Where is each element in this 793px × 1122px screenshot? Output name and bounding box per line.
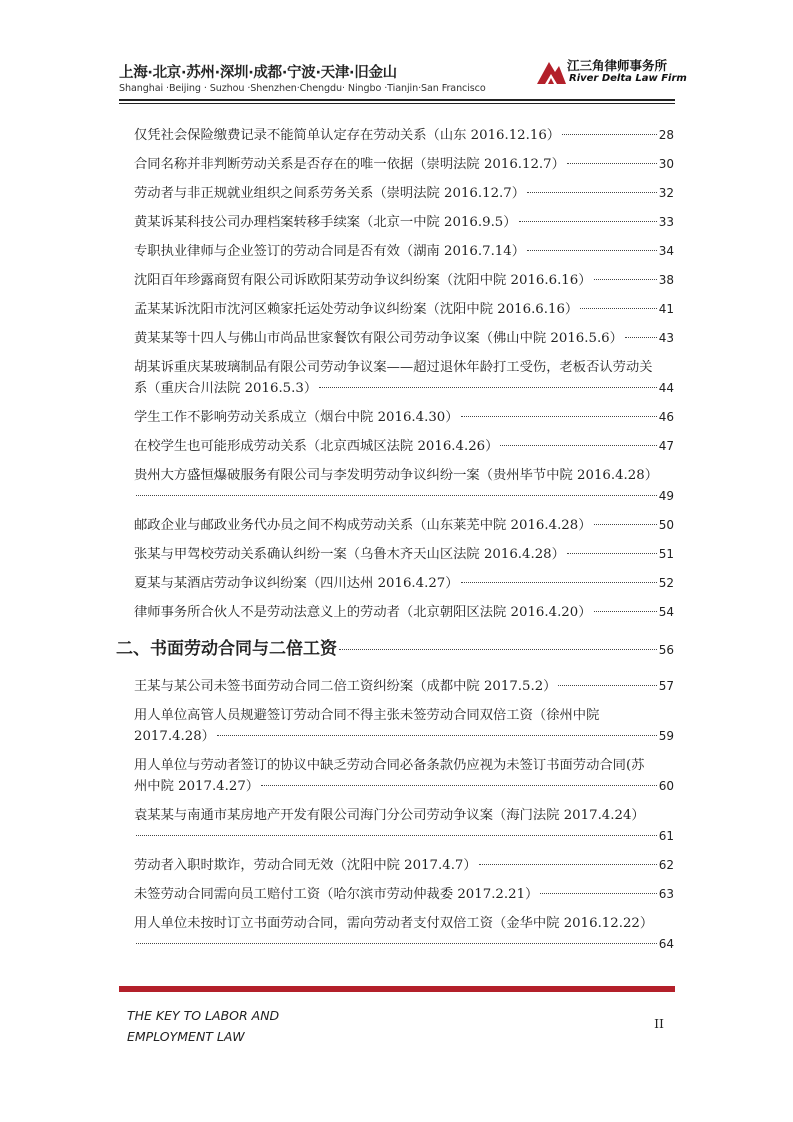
toc-entry[interactable] xyxy=(134,465,674,507)
leader-dots xyxy=(461,416,657,417)
leader-dots xyxy=(217,735,657,736)
toc-entry-title: 未签劳动合同需向员工赔付工资（哈尔滨市劳动仲裁委 2017.2.21） xyxy=(134,887,539,902)
toc-entry-page: 51 xyxy=(658,547,674,561)
office-cities-chinese: 上海·北京·苏州·深圳·成都·宁波·天津·旧金山 xyxy=(119,65,397,81)
toc-entry-title-line1: 袁某某与南通市某房地产开发有限公司海门分公司劳动争议案（海门法院 2017.4.24） xyxy=(134,808,645,823)
toc-entry-page: 41 xyxy=(658,302,674,316)
toc-entry[interactable] xyxy=(134,328,674,349)
toc-entry-title: 专职执业律师与企业签订的劳动合同是否有效（湖南 2016.7.14） xyxy=(134,244,526,259)
leader-dots xyxy=(136,835,657,836)
toc-entry-page: 38 xyxy=(658,273,674,287)
toc-group-written-contract xyxy=(134,676,674,955)
toc-entry-page: 50 xyxy=(658,518,674,532)
firm-name-chinese: 江三角律师事务所 xyxy=(567,58,668,73)
section-title: 二、书面劳动合同与二倍工资 xyxy=(116,639,337,659)
toc-entry-page: 30 xyxy=(658,157,674,171)
toc-entry-title: 学生工作不影响劳动关系成立（烟台中院 2016.4.30） xyxy=(134,410,459,425)
leader-dots xyxy=(500,445,656,446)
toc-entry-title: 沈阳百年珍露商贸有限公司诉欧阳某劳动争议纠纷案（沈阳中院 2016.6.16） xyxy=(134,273,592,288)
toc-entry-page: 28 xyxy=(658,128,674,142)
toc-entry-page: 54 xyxy=(658,605,674,619)
leader-dots xyxy=(519,221,657,222)
toc-entry-page: 47 xyxy=(658,439,674,453)
toc-entry-page: 32 xyxy=(658,186,674,200)
toc-entry[interactable] xyxy=(134,884,674,905)
toc-entry[interactable] xyxy=(134,270,674,291)
toc-entry-title: 孟某某诉沈阳市沈河区赖家托运处劳动争议纠纷案（沈阳中院 2016.6.16） xyxy=(134,302,579,317)
toc-entry-page: 33 xyxy=(658,215,674,229)
toc-entry[interactable] xyxy=(134,855,674,876)
leader-dots xyxy=(261,785,657,786)
leader-dots xyxy=(562,134,657,135)
toc-entry-title: 合同名称并非判断劳动关系是否存在的唯一依据（崇明法院 2016.12.7） xyxy=(134,157,565,172)
toc-entry-title: 州中院 2017.4.27） xyxy=(134,779,260,794)
leader-dots xyxy=(567,553,657,554)
leader-dots xyxy=(461,582,657,583)
toc-entry-title: 系（重庆合川法院 2016.5.3） xyxy=(134,381,318,396)
toc-entry-page: 44 xyxy=(658,381,674,395)
toc-entry[interactable] xyxy=(134,602,674,623)
toc-section-heading[interactable] xyxy=(116,635,674,664)
toc-entry-page: 64 xyxy=(658,937,674,951)
toc-entry[interactable] xyxy=(134,573,674,594)
toc-entry-title: 在校学生也可能形成劳动关系（北京西城区法院 2016.4.26） xyxy=(134,439,499,454)
header-rule-thin xyxy=(119,103,675,104)
toc-entry[interactable] xyxy=(134,183,674,204)
toc-entry-page: 49 xyxy=(658,489,674,503)
toc-entry-page: 63 xyxy=(658,887,674,901)
toc-entry[interactable] xyxy=(134,357,674,399)
toc-entry[interactable] xyxy=(134,125,674,146)
toc-entry-title: 律师事务所合伙人不是劳动法意义上的劳动者（北京朝阳区法院 2016.4.20） xyxy=(134,605,592,620)
toc-entry-title: 夏某与某酒店劳动争议纠纷案（四川达州 2016.4.27） xyxy=(134,576,459,591)
toc-entry-page: 34 xyxy=(658,244,674,258)
toc-entry-page: 59 xyxy=(658,729,674,743)
footer-title-line1: THE KEY TO LABOR AND xyxy=(127,1008,280,1023)
leader-dots xyxy=(540,893,656,894)
toc-entry[interactable] xyxy=(134,705,674,747)
toc-entry[interactable] xyxy=(134,436,674,457)
toc-entry-title: 邮政企业与邮政业务代办员之间不构成劳动关系（山东莱芜中院 2016.4.28） xyxy=(134,518,592,533)
leader-dots xyxy=(558,685,656,686)
page-number: II xyxy=(654,1016,664,1031)
leader-dots xyxy=(527,192,657,193)
toc-entry[interactable] xyxy=(134,241,674,262)
toc-entry-page: 52 xyxy=(658,576,674,590)
toc-entry-title-line1: 胡某诉重庆某玻璃制品有限公司劳动争议案——超过退休年龄打工受伤，老板否认劳动关 xyxy=(134,360,653,375)
firm-logo xyxy=(535,52,687,92)
leader-dots xyxy=(136,943,657,944)
toc-entry-page: 60 xyxy=(658,779,674,793)
toc-entry-page: 43 xyxy=(658,331,674,345)
toc-entry-page: 57 xyxy=(658,679,674,693)
leader-dots xyxy=(527,250,657,251)
header-rule-thick xyxy=(119,99,675,101)
toc-entry-title: 黄某诉某科技公司办理档案转移手续案（北京一中院 2016.9.5） xyxy=(134,215,517,230)
toc-entry-title: 王某与某公司未签书面劳动合同二倍工资纠纷案（成都中院 2017.5.2） xyxy=(134,679,557,694)
toc-entry[interactable] xyxy=(134,407,674,428)
leader-dots xyxy=(479,864,657,865)
footer-title-line2: EMPLOYMENT LAW xyxy=(127,1029,245,1044)
toc-entry-page: 61 xyxy=(658,829,674,843)
firm-name-english: River Delta Law Firm xyxy=(569,73,687,84)
toc-entry-title: 黄某某等十四人与佛山市尚品世家餐饮有限公司劳动争议案（佛山中院 2016.5.6） xyxy=(134,331,623,346)
toc-entry-title: 劳动者入职时欺诈，劳动合同无效（沈阳中院 2017.4.7） xyxy=(134,858,477,873)
leader-dots xyxy=(594,611,657,612)
table-of-contents xyxy=(116,125,674,963)
toc-entry-title: 仅凭社会保险缴费记录不能简单认定存在劳动关系（山东 2016.12.16） xyxy=(134,128,561,143)
toc-entry-title: 劳动者与非正规就业组织之间系劳务关系（崇明法院 2016.12.7） xyxy=(134,186,526,201)
toc-entry[interactable] xyxy=(134,544,674,565)
toc-entry-title-line1: 用人单位未按时订立书面劳动合同，需向劳动者支付双倍工资（金华中院 2016.12.22） xyxy=(134,916,654,931)
footer-rule xyxy=(119,986,675,992)
toc-entry[interactable] xyxy=(134,299,674,320)
toc-entry[interactable] xyxy=(134,805,674,847)
toc-entry[interactable] xyxy=(134,676,674,697)
toc-entry[interactable] xyxy=(134,913,674,955)
toc-entry-title-line1: 用人单位与劳动者签订的协议中缺乏劳动合同必备条款仍应视为未签订书面劳动合同(苏 xyxy=(134,758,645,773)
toc-entry-title: 2017.4.28） xyxy=(134,729,215,744)
leader-dots xyxy=(580,308,657,309)
leader-dots xyxy=(594,524,657,525)
section-page: 56 xyxy=(658,643,674,657)
toc-entry[interactable] xyxy=(134,755,674,797)
toc-entry[interactable] xyxy=(134,212,674,233)
toc-entry-title-line1: 用人单位高管人员规避签订劳动合同不得主张未签劳动合同双倍工资（徐州中院 xyxy=(134,708,600,723)
toc-entry-page: 62 xyxy=(658,858,674,872)
leader-dots xyxy=(319,387,657,388)
leader-dots xyxy=(567,163,657,164)
leader-dots xyxy=(625,337,657,338)
office-cities-english: Shanghai ·Beijing · Suzhou ·Shenzhen·Chengdu· Ningbo ·Tianjin·San Francisco xyxy=(119,83,486,94)
mountain-logo-icon xyxy=(535,54,567,86)
toc-entry-title-line1: 贵州大方盛恒爆破服务有限公司与李发明劳动争议纠纷一案（贵州毕节中院 2016.4.28） xyxy=(134,468,658,483)
footer-title xyxy=(127,1005,279,1047)
toc-entry-title: 张某与甲驾校劳动关系确认纠纷一案（乌鲁木齐天山区法院 2016.4.28） xyxy=(134,547,565,562)
toc-entry[interactable] xyxy=(134,154,674,175)
leader-dots xyxy=(339,649,657,650)
leader-dots xyxy=(594,279,657,280)
toc-entry[interactable] xyxy=(134,515,674,536)
leader-dots xyxy=(136,495,657,496)
toc-entry-page: 46 xyxy=(658,410,674,424)
toc-group-labor-relations xyxy=(134,125,674,623)
